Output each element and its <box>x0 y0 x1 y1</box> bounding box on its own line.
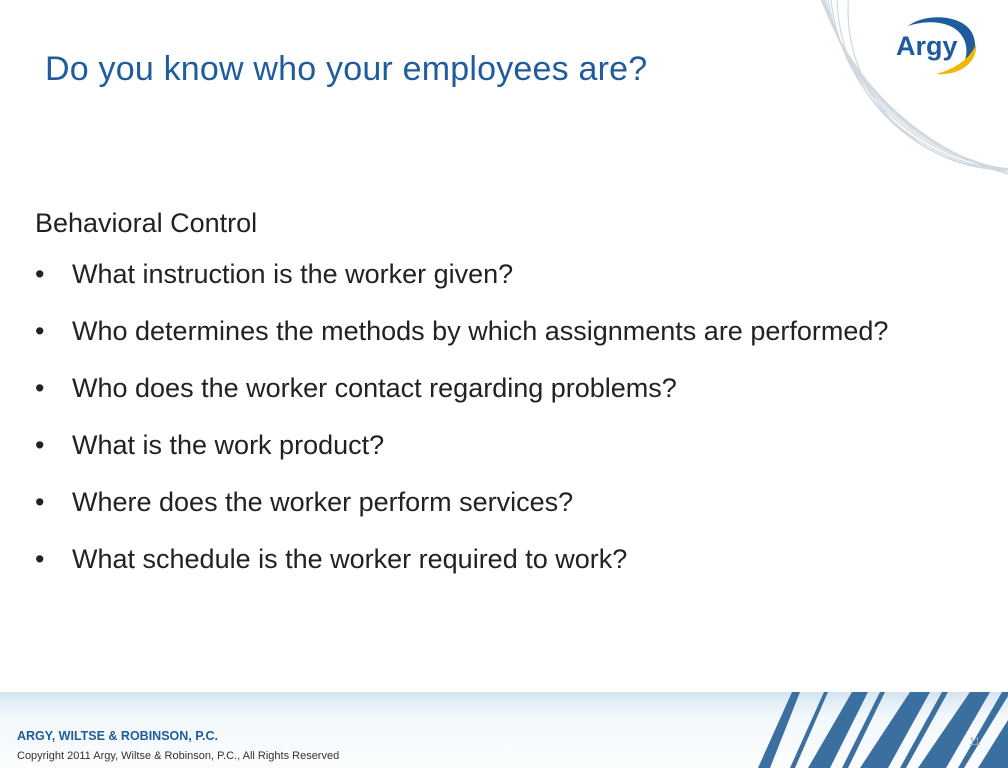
logo-text: Argy <box>896 31 958 61</box>
bullet-text: Who does the worker contact regarding problems? <box>72 373 677 403</box>
footer-copyright: Copyright 2011 Argy, Wiltse & Robinson, P.C., All Rights Reserved <box>17 750 340 762</box>
bullet-text: What is the work product? <box>72 430 385 460</box>
bullet-dot: • <box>35 316 45 346</box>
bullet-text: Where does the worker perform services? <box>72 487 574 517</box>
section-heading: Behavioral Control <box>35 208 258 238</box>
bullet-item <box>35 256 935 292</box>
footer-company-name: ARGY, WILTSE & ROBINSON, P.C. <box>17 729 218 743</box>
bullet-item <box>35 541 935 577</box>
bullet-text: Who determines the methods by which assignments are performed? <box>72 316 889 346</box>
bullet-item <box>35 313 935 349</box>
slide-body <box>35 205 935 598</box>
slide-title: Do you know who your employees are? <box>45 50 648 88</box>
bullet-dot: • <box>35 487 45 517</box>
bullet-list <box>35 256 935 577</box>
argy-logo <box>886 14 982 78</box>
bullet-item <box>35 370 935 406</box>
bullet-text: What schedule is the worker required to work? <box>72 544 628 574</box>
bullet-dot: • <box>35 373 45 403</box>
bullet-item <box>35 484 935 520</box>
bullet-dot: • <box>35 259 45 289</box>
bullet-dot: • <box>35 544 45 574</box>
bullet-item <box>35 427 935 463</box>
bullet-dot: • <box>35 430 45 460</box>
bullet-text: What instruction is the worker given? <box>72 259 514 289</box>
page-number: 11 <box>969 736 981 748</box>
